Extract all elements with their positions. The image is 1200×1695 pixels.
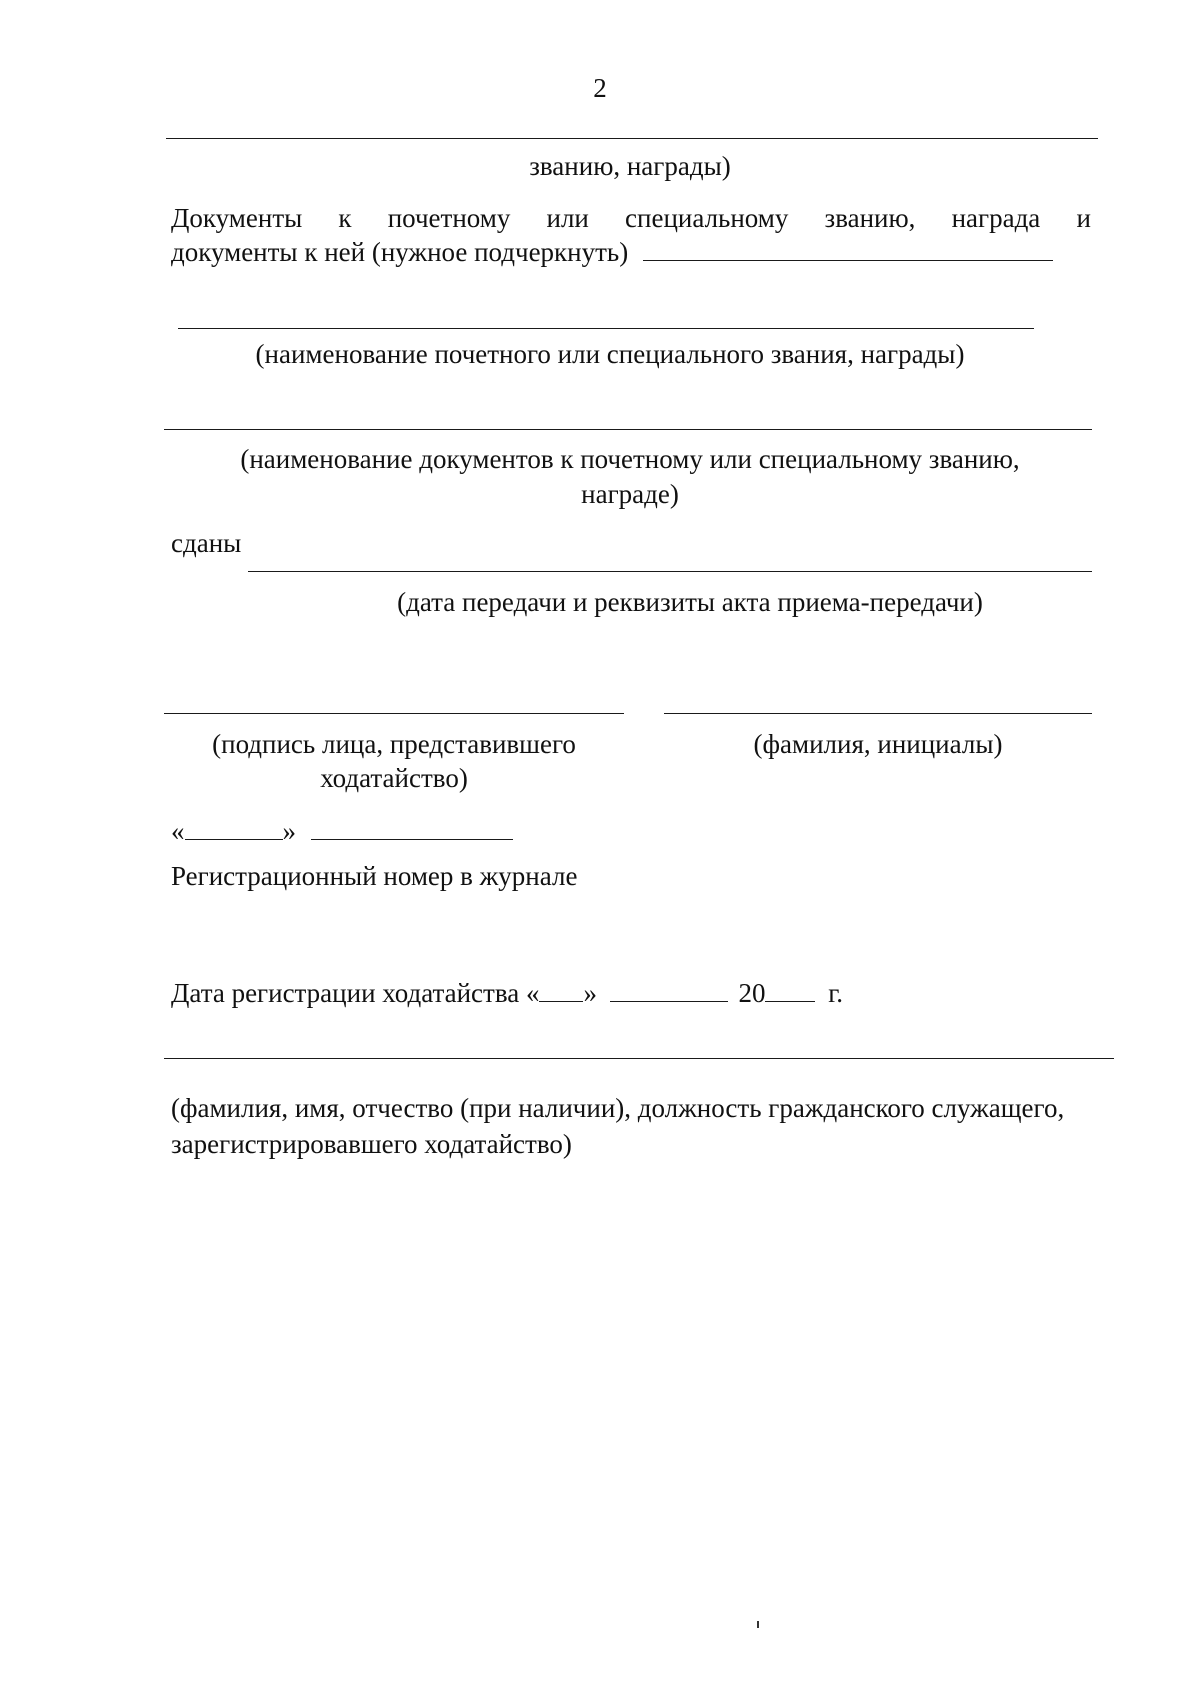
registration-date-line: [171, 977, 843, 1009]
documents-line-2: [171, 236, 1053, 268]
documents-name-rule[interactable]: [164, 429, 1092, 430]
date-day-blank[interactable]: [185, 817, 283, 840]
word: или: [546, 203, 589, 233]
registration-year-blank[interactable]: [765, 979, 815, 1002]
word: специальному: [625, 203, 789, 233]
word: почетному: [387, 203, 511, 233]
caption-award-name: (наименование почетного или специального звания, награды): [255, 339, 965, 369]
date-line: [171, 815, 513, 847]
registration-month-blank[interactable]: [610, 979, 728, 1002]
page-number: 2: [593, 73, 607, 103]
word: и: [1076, 203, 1091, 233]
caption-transfer: (дата передачи и реквизиты акта приема-передачи): [397, 587, 983, 617]
caption-registrar-line-2: зарегистрировавшего ходатайство): [171, 1129, 572, 1159]
registration-number-label: Регистрационный номер в журнале: [171, 861, 578, 891]
award-name-rule[interactable]: [178, 328, 1034, 329]
prev-caption-tail: званию, награды): [529, 151, 731, 181]
registration-date-label: Дата регистрации ходатайства «: [171, 978, 540, 1008]
word: награда: [951, 203, 1041, 233]
scan-speck: [757, 1621, 759, 1628]
submitted-label: сданы: [171, 528, 242, 558]
year-suffix: г.: [828, 978, 843, 1008]
documents-line-1: [171, 202, 1091, 234]
registrar-rule[interactable]: [164, 1058, 1114, 1059]
word: к: [338, 203, 352, 233]
documents-line-2-text: документы к ней (нужное подчеркнуть): [171, 237, 629, 267]
date-month-blank[interactable]: [311, 817, 513, 840]
caption-documents-line-2: награде): [581, 479, 679, 509]
date-open-quote: «: [171, 816, 185, 846]
documents-blank-line[interactable]: [643, 238, 1053, 261]
word: Документы: [171, 203, 303, 233]
name-initials-rule[interactable]: [664, 713, 1092, 714]
caption-signature-line-2: ходатайство): [320, 763, 468, 793]
caption-signature-line-1: (подпись лица, представившего: [212, 729, 576, 759]
caption-registrar-line-1: (фамилия, имя, отчество (при наличии), должность гражданского служащего,: [171, 1093, 1065, 1123]
registration-day-blank[interactable]: [539, 979, 583, 1002]
caption-name-initials: (фамилия, инициалы): [753, 729, 1003, 759]
transfer-rule[interactable]: [248, 571, 1092, 572]
top-rule: [166, 138, 1098, 139]
date-close-quote: »: [282, 816, 296, 846]
caption-documents-line-1: (наименование документов к почетному или специальному званию,: [240, 444, 1020, 474]
year-prefix: 20: [738, 978, 766, 1008]
signature-rule[interactable]: [164, 713, 624, 714]
word: званию,: [824, 203, 916, 233]
registration-date-close: »: [583, 978, 597, 1008]
